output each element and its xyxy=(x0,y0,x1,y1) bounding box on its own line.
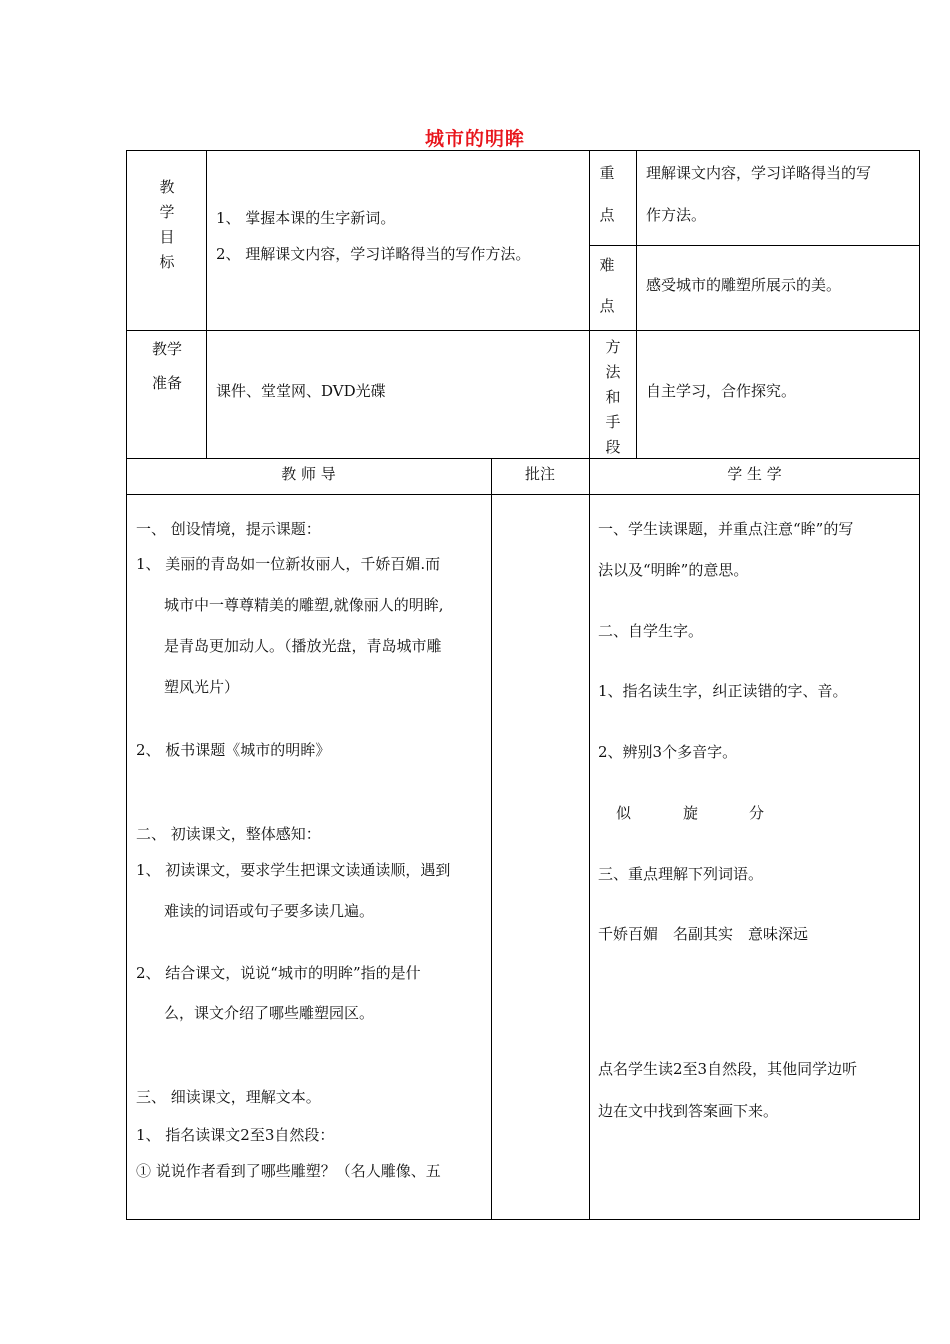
method-text: 自主学习，合作探究。 xyxy=(646,382,797,400)
teacher-line: 2、 板书课题《城市的明眸》 xyxy=(136,741,331,759)
goals-label-4: 标 xyxy=(159,253,175,271)
student-line: 点名学生读2至3自然段，其他同学边听 xyxy=(598,1060,858,1078)
teacher-line: 1、 初读课文，要求学生把课文读通读顺，遇到 xyxy=(136,861,451,879)
prep-label-1: 教学 xyxy=(151,340,182,358)
row-divider-key-difficult xyxy=(589,245,920,246)
method-label-3: 和 xyxy=(605,388,621,406)
goals-label-3: 目 xyxy=(159,228,175,246)
teacher-line: 一、 创设情境，提示课题： xyxy=(136,520,321,538)
polyphone-char: 旋 xyxy=(683,804,699,822)
prep-label-2: 准备 xyxy=(151,374,182,392)
col-divider-notes-left xyxy=(491,458,492,1220)
teacher-line: 难读的词语或句子要多读几遍。 xyxy=(164,902,375,920)
goal-item: 2、 理解课文内容，学习详略得当的写作方法。 xyxy=(216,245,531,263)
student-line: 边在文中找到答案画下来。 xyxy=(598,1102,779,1120)
column-header-teacher: 教 师 导 xyxy=(281,465,336,483)
method-label-5: 段 xyxy=(605,438,621,456)
teacher-line: 2、 结合课文，说说“城市的明眸”指的是什 xyxy=(136,964,421,982)
polyphone-char: 似 xyxy=(616,804,632,822)
page-title: 城市的明眸 xyxy=(424,128,525,150)
goal-item: 1、 掌握本课的生字新词。 xyxy=(216,209,396,227)
method-label-4: 手 xyxy=(605,413,621,431)
student-line: 千娇百媚 名副其实 意味深远 xyxy=(598,925,809,943)
goals-label-2: 学 xyxy=(159,203,175,221)
difficult-text: 感受城市的雕塑所展示的美。 xyxy=(646,276,842,294)
key-text: 作方法。 xyxy=(646,206,707,224)
col-divider-label xyxy=(206,150,207,458)
goals-label-1: 教 xyxy=(159,178,175,196)
row-divider-goals xyxy=(126,330,920,331)
col-divider-right-label xyxy=(589,150,590,458)
teacher-line: 塑风光片） xyxy=(164,678,240,696)
teacher-line: 是青岛更加动人。（播放光盘，青岛城市雕 xyxy=(164,637,442,655)
teacher-line: 二、 初读课文，整体感知： xyxy=(136,825,321,843)
student-line: 三、重点理解下列词语。 xyxy=(598,865,764,883)
student-line: 一、学生读课题，并重点注意“眸”的写 xyxy=(598,520,854,538)
method-label-2: 法 xyxy=(605,363,621,381)
teacher-line: ① 说说作者看到了哪些雕塑？（名人雕像、五 xyxy=(136,1162,441,1180)
key-label-2: 点 xyxy=(599,206,615,224)
difficult-label-2: 点 xyxy=(599,297,615,315)
row-divider-prep xyxy=(126,458,920,459)
column-header-notes: 批注 xyxy=(524,465,555,483)
teacher-line: 么，课文介绍了哪些雕塑园区。 xyxy=(164,1004,375,1022)
difficult-label-1: 难 xyxy=(599,256,615,274)
student-line: 1、指名读生字，纠正读错的字、音。 xyxy=(598,682,848,700)
row-divider-columns xyxy=(126,494,920,495)
teacher-line: 三、 细读课文，理解文本。 xyxy=(136,1088,321,1106)
teacher-line: 1、 指名读课文2至3自然段： xyxy=(136,1126,335,1144)
prep-text: 课件、堂堂网、DVD光碟 xyxy=(216,382,386,400)
key-text: 理解课文内容，学习详略得当的写 xyxy=(646,164,872,182)
teacher-line: 1、 美丽的青岛如一位新妆丽人，千娇百媚.而 xyxy=(136,555,441,573)
student-line: 二、自学生字。 xyxy=(598,622,704,640)
key-label-1: 重 xyxy=(599,164,615,182)
column-header-student: 学 生 学 xyxy=(727,465,782,483)
student-line: 法以及“明眸”的意思。 xyxy=(598,561,749,579)
col-divider-right-content xyxy=(636,150,637,458)
polyphone-char: 分 xyxy=(749,804,765,822)
teacher-line: 城市中一尊尊精美的雕塑,就像丽人的明眸, xyxy=(164,596,444,614)
col-divider-notes-right xyxy=(589,458,590,1220)
student-line: 2、辨别3个多音字。 xyxy=(598,743,738,761)
method-label-1: 方 xyxy=(605,338,621,356)
